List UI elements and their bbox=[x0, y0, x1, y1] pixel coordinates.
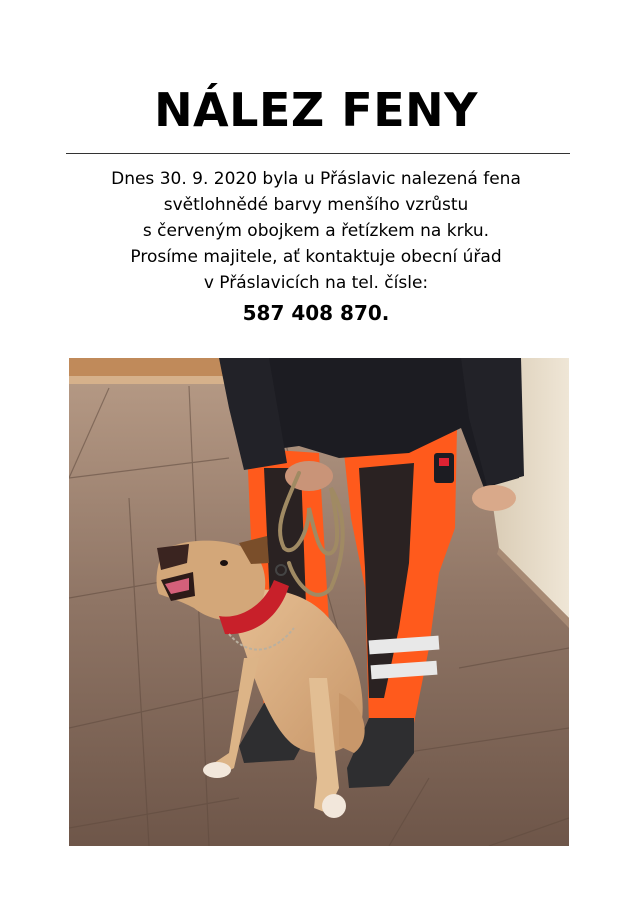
description-line: světlohnědé barvy menšího vzrůstu bbox=[163, 195, 469, 215]
description-line: Prosíme majitele, ať kontaktuje obecní úřad bbox=[130, 247, 502, 267]
found-dog-photo bbox=[69, 358, 569, 846]
description-line: Dnes 30. 9. 2020 byla u Přáslavic nalezená fena bbox=[111, 169, 521, 189]
poster-title: NÁLEZ FENY bbox=[154, 83, 478, 137]
description-line: s červeným obojkem a řetízkem na krku. bbox=[142, 221, 490, 241]
phone-number: 587 408 870. bbox=[242, 301, 390, 325]
description-line: v Přáslavicích na tel. čísle: bbox=[203, 273, 429, 293]
divider bbox=[66, 153, 570, 154]
description bbox=[0, 166, 632, 296]
